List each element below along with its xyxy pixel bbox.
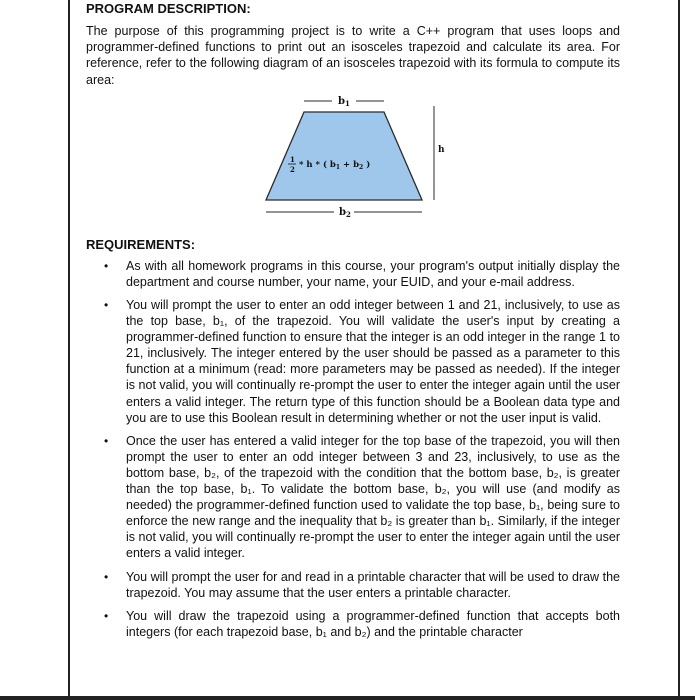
document-content [86,0,620,647]
requirement-item [86,608,620,640]
height-label: h [438,144,445,155]
bullet-icon: • [104,608,109,623]
page-bottom-border [0,696,695,700]
bullet-icon: • [104,569,109,584]
page-right-border [678,0,680,700]
trapezoid-figure [86,92,620,228]
formula-fraction-denominator: 2 [290,164,295,174]
area-formula: * h * ( $b_1 + b_2$ ) [299,159,371,171]
requirement-text: Once the user has entered a valid integer for the top base of the trapezoid, you will then prompt the user to enter an odd integer between 3 and 23, inclusively, to use as the bottom base, b₂, of the trapezoid with the condition that the bottom base, b₂, is greater than the top base, b₁. To validate the bottom base, b₂, you will use (and modify as needed) the programmer-defined function used to validate the top base, b₁, being sure to enforce the new range and the inequality that b₂ is greater than b₁. Similarly, if the integer is not valid, you will continually re-prompt the user to enter the integer again until the user enters a valid integer. [126,433,620,561]
requirement-text: As with all homework programs in this course, your program's output initially display the department and course number, your name, your EUID, and your e-mail address. [126,258,620,289]
requirement-text: You will draw the trapezoid using a programmer-defined function that accepts both integers (for each trapezoid base, b₁ and b₂) and the printable character [126,608,620,639]
requirements-list [86,258,620,640]
requirement-item [86,569,620,601]
section-heading-program-description: PROGRAM DESCRIPTION: [86,1,251,16]
requirement-text: You will prompt the user to enter an odd integer between 1 and 21, inclusively, to use as the top base, b₁, of the trapezoid. You will validate the user's input by creating a programmer-defined function to ensure that the integer is an odd integer in the range 1 to 21, inclusively. The integer entered by the user should be passed as a parameter to this function at a minimum (read: more parameters may be passed as needed). If the integer is not valid, you will continually re-prompt the user to enter the integer again until the user enters a valid integer. The return type of this function should be a Boolean data type and you are to use this Boolean result in determining whether or not the user input is valid. [126,298,620,425]
requirement-item [86,258,620,290]
formula-fraction-numerator: 1 [290,154,295,164]
top-base-label: $b_1$ [338,95,350,108]
intro-paragraph: The purpose of this programming project is to write a C++ program that uses loops and programmer-defined functions to print out an isosceles trapezoid and calculate its area. For reference, refer to the following diagram of an isosceles trapezoid with its formula to compute its area: [86,24,620,87]
page-left-border [68,0,70,700]
requirement-item [86,433,620,562]
bullet-icon: • [104,258,109,273]
section-heading-requirements: REQUIREMENTS: [86,236,196,252]
bullet-icon: • [104,433,109,448]
bottom-base-label: $b_2$ [339,206,351,219]
bullet-icon: • [104,298,109,312]
trapezoid-diagram [86,92,620,228]
requirement-text: You will prompt the user for and read in a printable character that will be used to draw the trapezoid. You may assume that the user enters a printable character. [126,569,620,600]
requirement-item [86,297,620,426]
